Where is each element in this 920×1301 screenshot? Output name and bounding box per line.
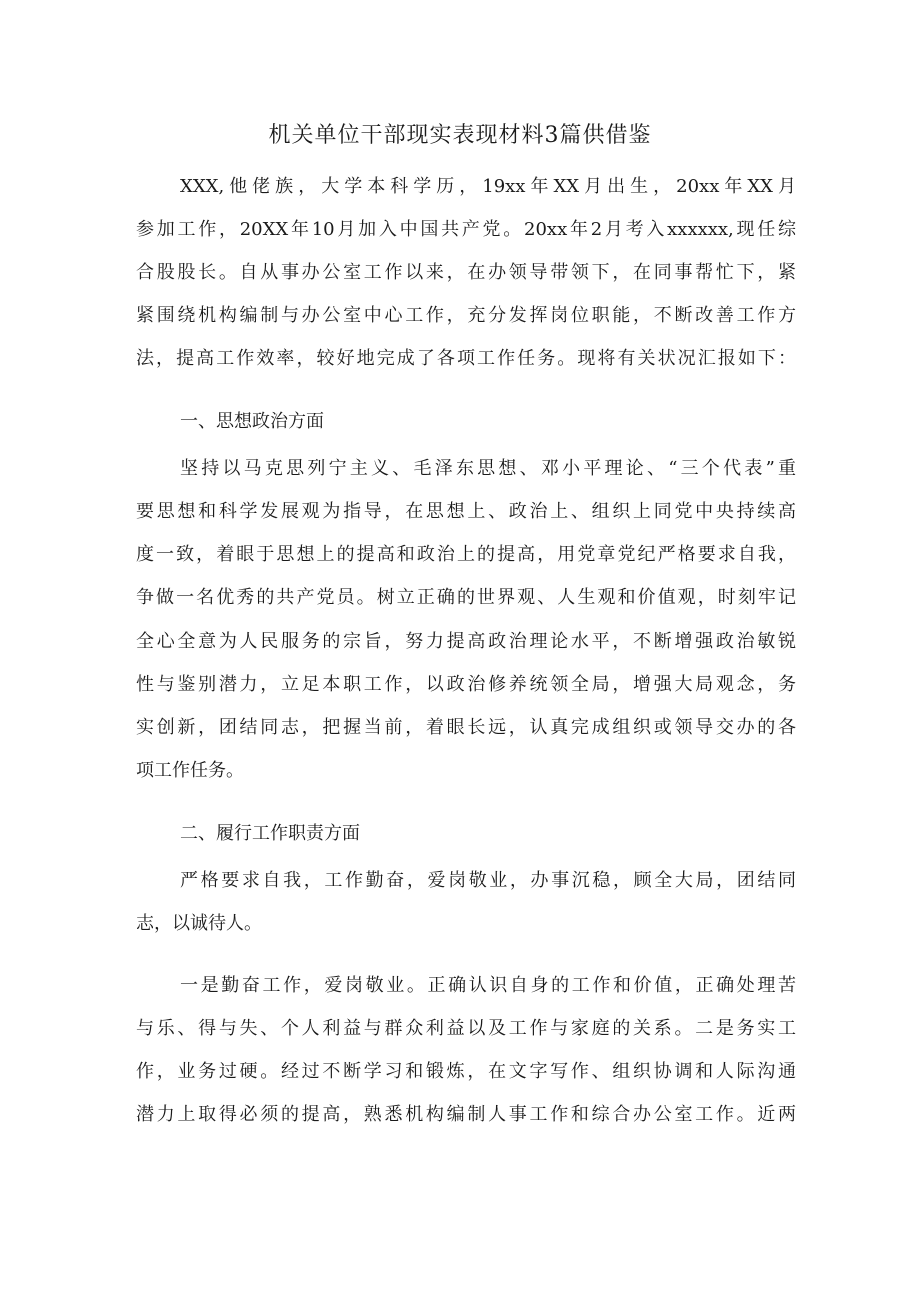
- text-line: 度一致，着眼于思想上的提高和政治上的提高，用党章党纪严格要求自我，: [136, 544, 796, 565]
- text-line: 合股股长。自从事办公室工作以来，在办领导带领下，在同事帮忙下，紧: [136, 262, 796, 283]
- text-line: 紧围绕机构编制与办公室中心工作，充分发挥岗位职能，不断改善工作方: [136, 305, 796, 326]
- text-line: 一是勤奋工作，爱岗敬业。正确认识自身的工作和价值，正确处理苦: [180, 975, 796, 996]
- text-line: 与乐、得与失、个人利益与群众利益以及工作与家庭的关系。二是务实工: [136, 1018, 796, 1039]
- text-line: 项工作任务。: [136, 760, 244, 781]
- document-title: 机关单位干部现实表现材料3篇供借鉴: [268, 123, 652, 148]
- text-line: 严格要求自我，工作勤奋，爱岗敬业，办事沉稳，顾全大局，团结同: [180, 870, 796, 891]
- text-line: 作，业务过硬。经过不断学习和锻炼，在文字写作、组织协调和人际沟通: [136, 1061, 796, 1082]
- text-line: 要思想和科学发展观为指导，在思想上、政治上、组织上同党中央持续高: [136, 501, 796, 522]
- text-line: 性与鉴别潜力，立足本职工作，以政治修养统领全局，增强大局观念，务: [136, 674, 796, 695]
- text-line: 参加工作，20XX年10月加入中国共产党。20xx年2月考入xxxxxx,现任综: [136, 219, 796, 240]
- section-heading: 一、思想政治方面: [180, 411, 324, 432]
- text-line: XXX,他佬族，大学本科学历，19xx年XX月出生，20xx年XX月: [180, 176, 796, 197]
- text-line: 志，以诚待人。: [136, 913, 262, 934]
- text-line: 实创新，团结同志，把握当前，着眼长远，认真完成组织或领导交办的各: [136, 717, 796, 738]
- text-line: 坚持以马克思列宁主义、毛泽东思想、邓小平理论、“三个代表”重: [180, 458, 796, 479]
- text-line: 全心全意为人民服务的宗旨，努力提高政治理论水平，不断增强政治敏锐: [136, 631, 796, 652]
- section-heading: 二、履行工作职责方面: [180, 823, 360, 844]
- text-line: 争做一名优秀的共产党员。树立正确的世界观、人生观和价值观，时刻牢记: [136, 587, 796, 608]
- text-line: 法，提高工作效率，较好地完成了各项工作任务。现将有关状况汇报如下：: [136, 348, 796, 369]
- text-line: 潜力上取得必须的提高，熟悉机构编制人事工作和综合办公室工作。近两: [136, 1104, 796, 1125]
